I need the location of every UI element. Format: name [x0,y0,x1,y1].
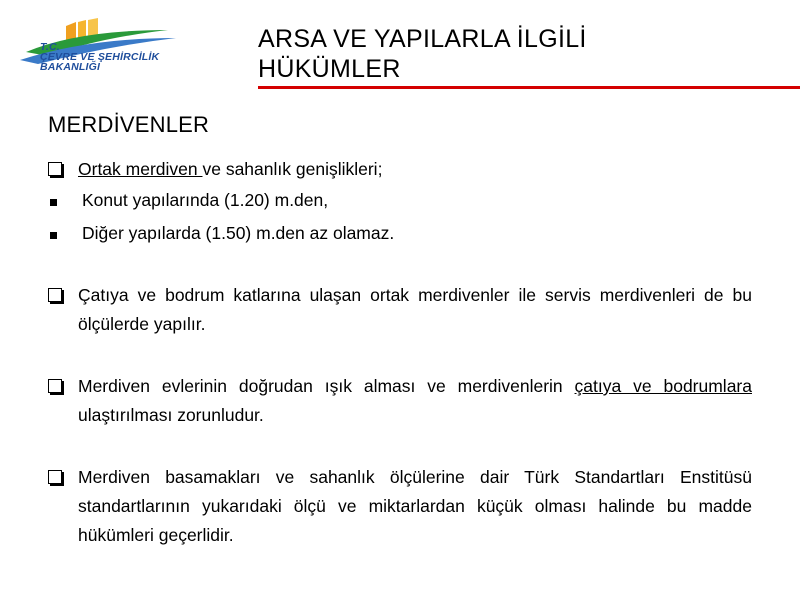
checkbox-bullet-icon [48,372,62,402]
checkbox-bullet-icon [48,463,62,493]
item2-text: Çatıya ve bodrum katlarına ulaşan ortak merdivenler ile servis merdivenleri de bu ölçülerde yapılır. [78,285,752,334]
page-title [258,24,758,84]
list-item-3 [48,372,752,430]
page-title-line2: HÜKÜMLER [258,55,401,83]
logo-line-ministry: ÇEVRE VE ŞEHİRCİLİK [40,51,160,63]
checkbox-bullet-icon [48,281,62,311]
list-item-4 [48,463,752,550]
item3-underlined: çatıya ve bodrumlara [574,376,752,396]
logo-line-bakanligi: BAKANLIĞI [40,61,101,73]
list-item-2 [48,281,752,339]
item1-text: ve sahanlık genişlikleri; [202,159,383,179]
sub-item-1 [48,186,752,215]
item3-text-a: Merdiven evlerinin doğrudan ışık alması ve merdivenlerin [78,376,575,396]
sub-item-2 [48,219,752,248]
page-title-line1: ARSA VE YAPILARLA İLGİLİ [258,25,587,53]
content-list [48,155,752,550]
square-bullet-icon [48,186,57,215]
item1-underlined: Ortak merdiven [78,159,203,179]
sub-item-1-text: Konut yapılarında (1.20) m.den, [82,190,329,210]
item4-text: Merdiven basamakları ve sahanlık ölçülerine dair Türk Standartları Enstitüsü standartlarının yukarıdaki ölçü ve miktarlardan küçük olması halinde bu madde hükümleri geçerlidir. [78,467,752,545]
logo-line-tc: T.C. [40,41,60,53]
section-title: MERDİVENLER [48,112,210,137]
checkbox-bullet-icon [48,155,62,185]
title-divider [258,86,800,89]
item3-text-b: ulaştırılması zorunludur. [78,405,264,425]
square-bullet-icon [48,219,57,248]
sub-item-2-text: Diğer yapılarda (1.50) m.den az olamaz. [82,223,395,243]
list-item-1 [48,155,752,184]
ministry-logo [18,16,178,76]
